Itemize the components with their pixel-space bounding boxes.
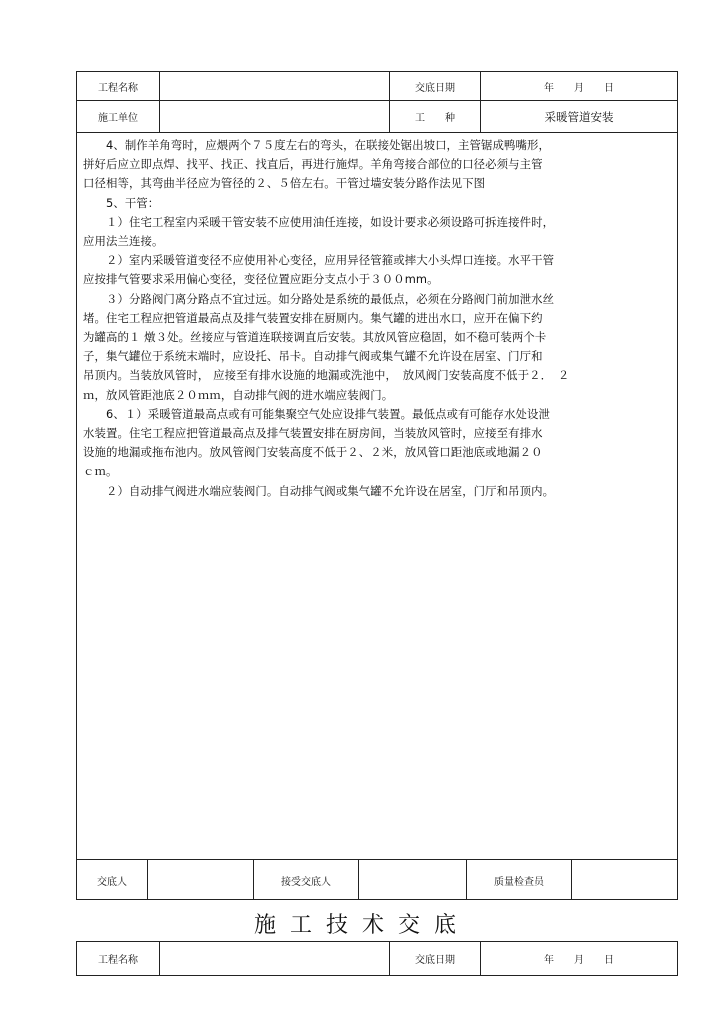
- date-value[interactable]: 年 月 日: [544, 82, 614, 94]
- content-line: 应按排气管要求采用偏心变径，变径位置应距分支点小于３００mm。: [83, 272, 439, 287]
- inspector-value[interactable]: [572, 860, 677, 900]
- project-name-label: 工程名称: [77, 72, 160, 100]
- content-line: ２）室内采暖管道变径不应使用补心变径，应用异径管箍或摔大小头焊口连接。水平干管: [83, 253, 555, 268]
- content-line: 子，集气罐位于系统末端时，应设托、吊卡。自动排气阀或集气罐不允许设在居室、门厅和: [83, 349, 543, 364]
- content-line: ｃｍ。: [83, 464, 118, 479]
- second-page-header: [76, 941, 678, 976]
- signature-row: [77, 859, 677, 900]
- content-line: 口径相等，其弯曲半径应为管径的２、５倍左右。干管过墙安装分路作法见下图: [83, 176, 486, 191]
- date-label-2: 交底日期: [390, 942, 481, 975]
- trade-label: 工 种: [390, 101, 481, 132]
- handover-form: [76, 71, 678, 900]
- trade-value: 采暖管道安装: [544, 109, 614, 124]
- inspector-label: 质量检查员: [467, 860, 572, 900]
- content-line: ｍ，放风管距池底２０ｍｍ，自动排气阀的进水端应装阀门。: [83, 387, 394, 402]
- content-line: 设施的地漏或拖布池内。放风管阀门安装高度不低于２、２米，放风管口距池底或地漏２０: [83, 445, 543, 460]
- content-line: 堵。住宅工程应把管道最高点及排气装置安排在厨厕内。集气罐的进出水口，应开在偏下约: [83, 310, 543, 325]
- receiver-value[interactable]: [359, 860, 467, 900]
- content-line: 应用法兰连接。: [83, 234, 164, 249]
- page-title: 施工技术交底: [253, 913, 470, 938]
- date-value-2[interactable]: 年 月 日: [544, 955, 614, 966]
- project-name-value-2[interactable]: [160, 942, 390, 975]
- content-line: 6、１）采暖管道最高点或有可能集聚空气处应设排气装置。最低点或有可能存水处设泄: [83, 406, 550, 421]
- project-name-value[interactable]: [160, 72, 390, 100]
- unit-value[interactable]: [160, 101, 390, 132]
- content-line: 水装置。住宅工程应把管道最高点及排气装置安排在厨房间，当装放风管时，应接至有排水: [83, 426, 543, 441]
- receiver-label: 接受交底人: [254, 860, 359, 900]
- header-row-2: [77, 101, 677, 133]
- unit-label: 施工单位: [77, 101, 160, 132]
- content-line: 吊顶内。当装放风管时， 应接至有排水设施的地漏或洗池中， 放风阀门安装高度不低于２． ２: [83, 368, 570, 383]
- handover-value[interactable]: [148, 860, 254, 900]
- content-line: ３）分路阀门离分路点不宜过远。如分路处是系统的最低点，必须在分路阀门前加泄水丝: [83, 291, 555, 306]
- content-line: 4、制作羊角弯时，应煨两个７５度左右的弯头，在联接处锯出坡口，主管锯成鸭嘴形，: [83, 138, 550, 152]
- header-row-1: [77, 72, 677, 101]
- project-name-label-2: 工程名称: [77, 942, 160, 975]
- content-line: １）住宅工程室内采暖干管安装不应使用油任连接，如设计要求必须设路可拆连接件时，: [83, 214, 555, 229]
- date-label: 交底日期: [390, 72, 481, 100]
- content-line: ２）自动排气阀进水端应装阀门。自动排气阀或集气罐不允许设在居室，门厅和吊顶内。: [83, 483, 555, 498]
- handover-label: 交底人: [77, 860, 148, 900]
- content-line: 拼好后应立即点焊、找平、找正、找直后，再进行施焊。羊角弯接合部位的口径必须与主管: [83, 157, 543, 172]
- handover-content: [83, 136, 669, 501]
- content-line: 为罐高的１ 燉３处。丝接应与管道连联接调直后安装。其放风管应稳固，如不稳可装两个卡: [83, 330, 547, 345]
- content-line: 5、干管：: [83, 195, 160, 210]
